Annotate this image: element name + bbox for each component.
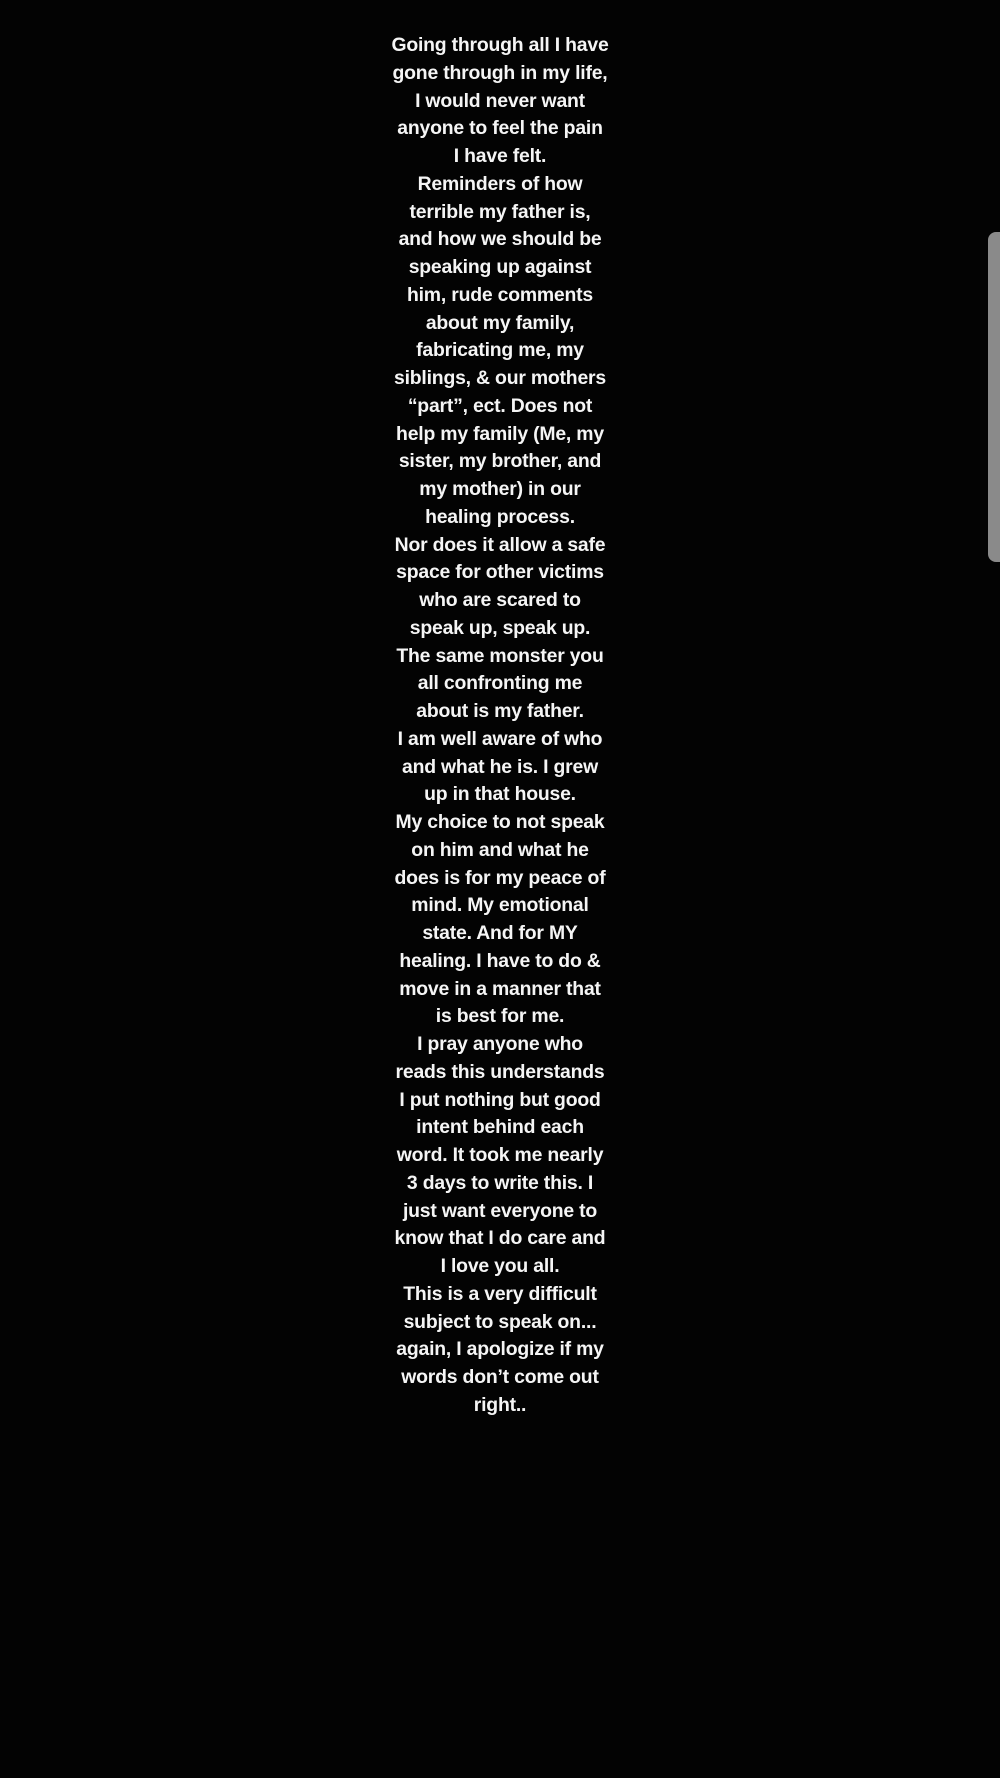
story-line: state. And for MY (422, 922, 578, 944)
story-line: who are scared to (419, 589, 581, 611)
story-line: fabricating me, my (416, 339, 584, 362)
story-line: I am well aware of who (397, 727, 603, 750)
story-line: The same monster you (396, 644, 604, 667)
story-line: intent behind each (416, 1116, 584, 1139)
story-line: My choice to not speak (395, 811, 605, 833)
story-line: This is a very difficult (403, 1282, 597, 1305)
story-line: Nor does it allow a safe (394, 533, 606, 556)
story-line: my mother) in our (419, 478, 581, 500)
story-line: again, I apologize if my (396, 1338, 604, 1361)
story-line: siblings, & our mothers (394, 367, 606, 389)
story-line: Reminders of how (417, 172, 583, 195)
story-line: speaking up against (408, 256, 592, 278)
story-line: just want everyone to (402, 1199, 598, 1222)
story-line: I would never want (415, 89, 585, 112)
story-line: 3 days to write this. I (406, 1171, 594, 1194)
story-text (380, 32, 620, 1420)
scroll-indicator[interactable] (988, 232, 1000, 562)
story-line: know that I do care and (394, 1227, 606, 1250)
story-line: reads this understands (395, 1060, 605, 1083)
story-line: speak up, speak up. (409, 616, 591, 639)
story-line: and what he is. I grew (401, 755, 598, 778)
story-line: subject to speak on... (403, 1310, 597, 1333)
story-line: about my family, (425, 311, 575, 334)
story-line: space for other victims (396, 561, 604, 584)
story-line: I love you all. (440, 1255, 560, 1277)
story-line: Going through all I have (391, 34, 609, 56)
story-line: mind. My emotional (411, 894, 589, 917)
story-line: I pray anyone who (417, 1033, 583, 1055)
story-line: I put nothing but good (399, 1088, 601, 1111)
story-line: “part”, ect. Does not (407, 394, 593, 417)
story-line: all confronting me (417, 672, 583, 695)
story-line: up in that house. (424, 783, 576, 806)
story-line: terrible my father is, (409, 200, 591, 223)
story-line: him, rude comments (406, 283, 594, 306)
story-line: word. It took me nearly (396, 1144, 604, 1166)
story-line: help my family (Me, my (396, 422, 604, 445)
story-line: sister, my brother, and (398, 450, 602, 473)
story-line: healing process. (425, 505, 575, 528)
story-line: anyone to feel the pain (397, 117, 603, 140)
story-line: and how we should be (398, 228, 602, 251)
story-line: right.. (473, 1393, 527, 1416)
story-line: is best for me. (435, 1005, 565, 1028)
story-line: about is my father. (416, 700, 584, 722)
story-line: move in a manner that (399, 977, 601, 1000)
story-line: on him and what he (411, 838, 589, 861)
story-line: healing. I have to do & (399, 949, 601, 972)
story-line: I have felt. (453, 145, 547, 167)
story-line: words don’t come out (401, 1366, 599, 1388)
story-line: does is for my peace of (394, 866, 606, 889)
story-line: gone through in my life, (392, 61, 608, 84)
